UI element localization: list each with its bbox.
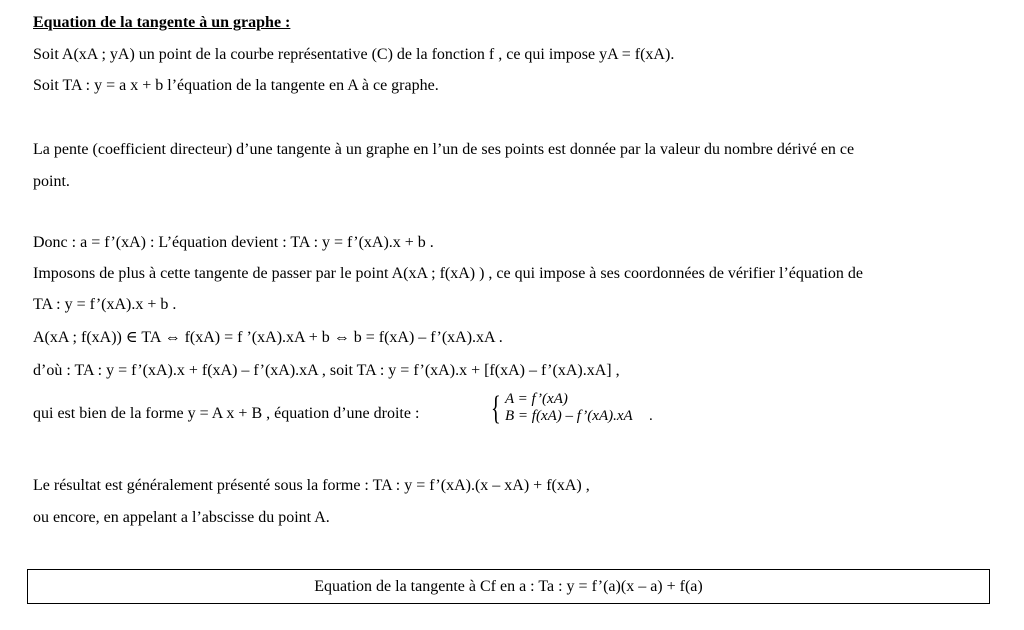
text-line-7: TA : y = f’(xA).x + b . <box>33 296 177 313</box>
text-line-4: point. <box>33 173 70 190</box>
text-line-5: Donc : a = f’(xA) : L’équation devient : TA : y = f’(xA).x + b . <box>33 234 434 251</box>
text-line-9: d’où : TA : y = f’(xA).x + f(xA) – f’(xA).xA , soit TA : y = f’(xA).x + [f(xA) – f’(xA).xA] , <box>33 362 620 379</box>
system-end: . <box>649 408 653 424</box>
section-title: Equation de la tangente à un graphe : <box>33 14 291 31</box>
system-row-1: A = f’(xA) <box>505 391 568 407</box>
result-box <box>27 569 990 604</box>
text-line-6: Imposons de plus à cette tangente de passer par le point A(xA ; f(xA) ) , ce qui impose à ses coordonnées de vérifier l’équation de <box>33 265 863 282</box>
text-line-2: Soit TA : y = a x + b l’équation de la tangente en A à ce graphe. <box>33 77 439 94</box>
equation-system <box>491 390 653 427</box>
system-row-2: B = f(xA) – f’(xA).xA <box>505 408 633 424</box>
text-line-3: La pente (coefficient directeur) d’une tangente à un graphe en l’un de ses points est donnée par la valeur du nombre dérivé en ce <box>33 141 855 158</box>
system-brace: { <box>491 390 501 427</box>
text-line-12: ou encore, en appelant a l’abscisse du point A. <box>33 509 330 526</box>
text-line-8: A(xA ; f(xA)) ∈ TA ⇔ f(xA) = f ’(xA).xA + b ⇔ b = f(xA) – f’(xA).xA . <box>33 329 503 346</box>
result-formula: Equation de la tangente à Cf en a : Ta : y = f’(a)(x – a) + f(a) <box>314 577 703 595</box>
text-line-1: Soit A(xA ; yA) un point de la courbe représentative (C) de la fonction f , ce qui impose yA = f(xA). <box>33 46 675 63</box>
text-line-11: Le résultat est généralement présenté sous la forme : TA : y = f’(xA).(x – xA) + f(xA) , <box>33 477 590 494</box>
text-line-10: qui est bien de la forme y = A x + B , équation d’une droite : <box>33 405 420 422</box>
